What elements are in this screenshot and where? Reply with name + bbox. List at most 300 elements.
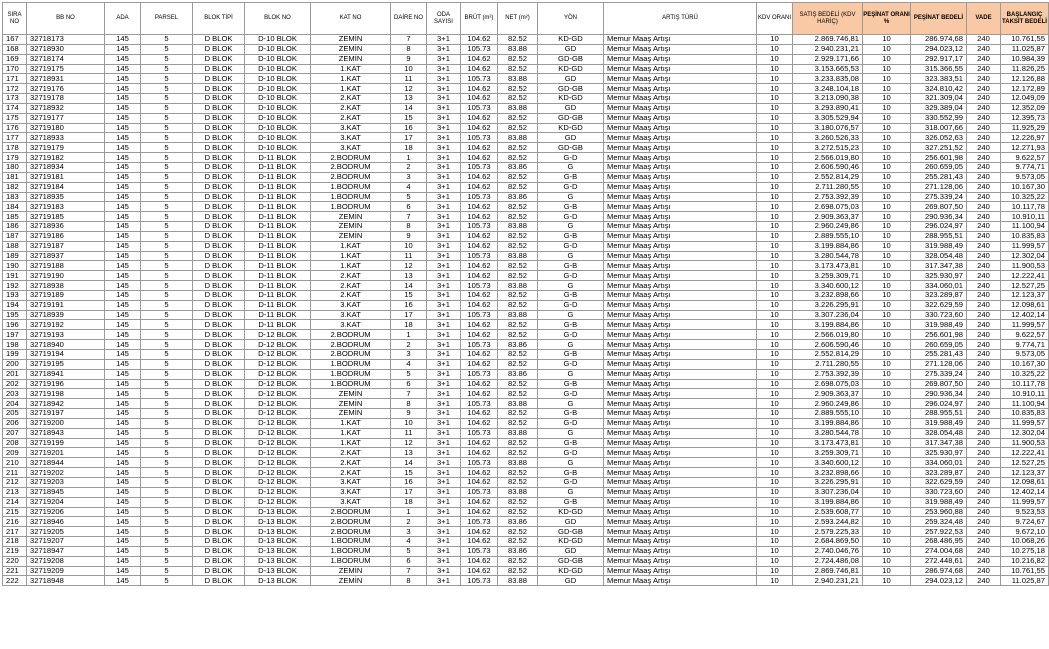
cell-parsel: 5	[141, 192, 193, 202]
cell-ada: 145	[105, 556, 141, 566]
cell-artis-turu: Memur Maaş Artışı	[604, 546, 757, 556]
cell-kat-no: 3.KAT	[311, 497, 391, 507]
cell-kdv-orani: 10	[757, 162, 793, 172]
cell-brut: 104.62	[461, 438, 498, 448]
cell-blok-no: D-11 BLOK	[245, 300, 311, 310]
cell-kdv-orani: 10	[757, 438, 793, 448]
cell-blok-no: D-10 BLOK	[245, 143, 311, 153]
cell-oda-sayisi: 3+1	[427, 379, 461, 389]
cell-pesinat-bedeli: 319.988,49	[911, 241, 967, 251]
cell-oda-sayisi: 3+1	[427, 281, 461, 291]
cell-blok-tipi: D BLOK	[193, 133, 245, 143]
cell-pesinat-orani: 10	[863, 527, 911, 537]
cell-kat-no: 1.KAT	[311, 241, 391, 251]
cell-satis-bedeli: 3.272.515,23	[793, 143, 863, 153]
cell-oda-sayisi: 3+1	[427, 556, 461, 566]
cell-pesinat-bedeli: 317.347,38	[911, 261, 967, 271]
cell-bb-no: 32719192	[27, 320, 105, 330]
cell-parsel: 5	[141, 182, 193, 192]
cell-vade: 240	[967, 54, 1001, 64]
table-row	[3, 507, 1049, 517]
table-row	[3, 54, 1049, 64]
cell-brut: 104.62	[461, 54, 498, 64]
cell-oda-sayisi: 3+1	[427, 261, 461, 271]
cell-blok-tipi: D BLOK	[193, 389, 245, 399]
cell-baslangic-taksit: 11.999,57	[1001, 418, 1049, 428]
table-row	[3, 497, 1049, 507]
cell-satis-bedeli: 3.293.890,41	[793, 103, 863, 113]
cell-kdv-orani: 10	[757, 310, 793, 320]
cell-yon: G-B	[538, 320, 604, 330]
cell-bb-no: 32718947	[27, 546, 105, 556]
cell-satis-bedeli: 3.199.884,86	[793, 241, 863, 251]
cell-sira-no: 218	[3, 537, 27, 547]
cell-bb-no: 32718946	[27, 517, 105, 527]
cell-baslangic-taksit: 11.999,57	[1001, 497, 1049, 507]
cell-baslangic-taksit: 12.352,09	[1001, 103, 1049, 113]
cell-brut: 104.62	[461, 389, 498, 399]
cell-pesinat-bedeli: 257.922,53	[911, 527, 967, 537]
cell-vade: 240	[967, 123, 1001, 133]
cell-parsel: 5	[141, 310, 193, 320]
cell-vade: 240	[967, 507, 1001, 517]
cell-ada: 145	[105, 103, 141, 113]
cell-yon: GD-GB	[538, 556, 604, 566]
cell-baslangic-taksit: 10.117,78	[1001, 379, 1049, 389]
cell-sira-no: 177	[3, 133, 27, 143]
cell-ada: 145	[105, 94, 141, 104]
cell-pesinat-orani: 10	[863, 428, 911, 438]
cell-daire-no: 3	[391, 527, 427, 537]
cell-pesinat-bedeli: 288.955,51	[911, 409, 967, 419]
cell-pesinat-orani: 10	[863, 389, 911, 399]
cell-net: 82.52	[498, 231, 538, 241]
cell-oda-sayisi: 3+1	[427, 222, 461, 232]
cell-bb-no: 32718935	[27, 192, 105, 202]
cell-pesinat-orani: 10	[863, 290, 911, 300]
cell-satis-bedeli: 2.539.608,77	[793, 507, 863, 517]
cell-artis-turu: Memur Maaş Artışı	[604, 133, 757, 143]
cell-sira-no: 195	[3, 310, 27, 320]
cell-yon: KD-GD	[538, 537, 604, 547]
cell-blok-no: D-12 BLOK	[245, 340, 311, 350]
cell-artis-turu: Memur Maaş Artışı	[604, 487, 757, 497]
table-row	[3, 546, 1049, 556]
cell-net: 82.52	[498, 113, 538, 123]
cell-bb-no: 32719197	[27, 409, 105, 419]
cell-parsel: 5	[141, 231, 193, 241]
cell-blok-no: D-11 BLOK	[245, 172, 311, 182]
cell-daire-no: 7	[391, 389, 427, 399]
cell-kdv-orani: 10	[757, 458, 793, 468]
col-header-ada: ADA	[105, 3, 141, 35]
cell-satis-bedeli: 2.960.249,86	[793, 399, 863, 409]
cell-baslangic-taksit: 10.761,55	[1001, 35, 1049, 45]
cell-yon: G-B	[538, 202, 604, 212]
cell-parsel: 5	[141, 566, 193, 576]
cell-parsel: 5	[141, 281, 193, 291]
cell-kdv-orani: 10	[757, 428, 793, 438]
cell-pesinat-orani: 10	[863, 517, 911, 527]
cell-vade: 240	[967, 192, 1001, 202]
cell-satis-bedeli: 3.226.295,91	[793, 300, 863, 310]
cell-artis-turu: Memur Maaş Artışı	[604, 310, 757, 320]
cell-yon: G	[538, 251, 604, 261]
cell-brut: 104.62	[461, 477, 498, 487]
cell-kat-no: 2.BODRUM	[311, 153, 391, 163]
cell-satis-bedeli: 3.199.884,86	[793, 320, 863, 330]
cell-sira-no: 196	[3, 320, 27, 330]
cell-daire-no: 16	[391, 123, 427, 133]
cell-satis-bedeli: 3.233.835,08	[793, 74, 863, 84]
table-row	[3, 74, 1049, 84]
cell-kdv-orani: 10	[757, 497, 793, 507]
cell-oda-sayisi: 3+1	[427, 330, 461, 340]
cell-parsel: 5	[141, 487, 193, 497]
cell-pesinat-orani: 10	[863, 300, 911, 310]
cell-pesinat-bedeli: 260.659,05	[911, 340, 967, 350]
cell-daire-no: 5	[391, 546, 427, 556]
cell-pesinat-orani: 10	[863, 468, 911, 478]
cell-pesinat-bedeli: 315.366,55	[911, 64, 967, 74]
cell-kat-no: 1.BODRUM	[311, 556, 391, 566]
cell-net: 83.88	[498, 133, 538, 143]
cell-satis-bedeli: 3.259.309,71	[793, 271, 863, 281]
cell-pesinat-bedeli: 330.723,60	[911, 310, 967, 320]
cell-ada: 145	[105, 340, 141, 350]
cell-sira-no: 175	[3, 113, 27, 123]
cell-sira-no: 173	[3, 94, 27, 104]
cell-blok-no: D-11 BLOK	[245, 222, 311, 232]
cell-blok-no: D-13 BLOK	[245, 566, 311, 576]
cell-kdv-orani: 10	[757, 113, 793, 123]
cell-blok-tipi: D BLOK	[193, 143, 245, 153]
cell-baslangic-taksit: 12.302,04	[1001, 428, 1049, 438]
cell-pesinat-orani: 10	[863, 123, 911, 133]
cell-ada: 145	[105, 84, 141, 94]
col-header-pesinat-orani: PEŞİNAT ORANI %	[863, 3, 911, 35]
cell-baslangic-taksit: 10.325,22	[1001, 192, 1049, 202]
cell-daire-no: 17	[391, 310, 427, 320]
cell-net: 82.52	[498, 261, 538, 271]
cell-ada: 145	[105, 409, 141, 419]
cell-kdv-orani: 10	[757, 566, 793, 576]
cell-daire-no: 17	[391, 487, 427, 497]
cell-ada: 145	[105, 251, 141, 261]
cell-pesinat-orani: 10	[863, 566, 911, 576]
cell-brut: 104.62	[461, 468, 498, 478]
cell-satis-bedeli: 2.753.392,39	[793, 192, 863, 202]
cell-kat-no: 1.KAT	[311, 428, 391, 438]
cell-yon: G	[538, 192, 604, 202]
cell-satis-bedeli: 2.724.486,08	[793, 556, 863, 566]
cell-daire-no: 6	[391, 556, 427, 566]
table-row	[3, 64, 1049, 74]
cell-vade: 240	[967, 477, 1001, 487]
cell-pesinat-bedeli: 255.281,43	[911, 350, 967, 360]
cell-pesinat-bedeli: 326.052,63	[911, 133, 967, 143]
cell-vade: 240	[967, 350, 1001, 360]
table-row	[3, 202, 1049, 212]
cell-pesinat-bedeli: 275.339,24	[911, 192, 967, 202]
cell-brut: 105.73	[461, 517, 498, 527]
table-row	[3, 409, 1049, 419]
cell-blok-tipi: D BLOK	[193, 340, 245, 350]
cell-vade: 240	[967, 566, 1001, 576]
cell-brut: 104.62	[461, 271, 498, 281]
cell-daire-no: 12	[391, 84, 427, 94]
cell-sira-no: 172	[3, 84, 27, 94]
cell-artis-turu: Memur Maaş Artışı	[604, 84, 757, 94]
cell-yon: G	[538, 340, 604, 350]
cell-satis-bedeli: 3.259.309,71	[793, 448, 863, 458]
cell-blok-tipi: D BLOK	[193, 359, 245, 369]
cell-baslangic-taksit: 10.910,11	[1001, 212, 1049, 222]
cell-oda-sayisi: 3+1	[427, 310, 461, 320]
cell-yon: G	[538, 458, 604, 468]
cell-kat-no: 3.KAT	[311, 133, 391, 143]
cell-satis-bedeli: 2.698.075,03	[793, 379, 863, 389]
cell-vade: 240	[967, 202, 1001, 212]
cell-brut: 105.73	[461, 369, 498, 379]
cell-ada: 145	[105, 113, 141, 123]
cell-blok-no: D-12 BLOK	[245, 428, 311, 438]
cell-blok-no: D-11 BLOK	[245, 241, 311, 251]
cell-sira-no: 222	[3, 576, 27, 586]
cell-artis-turu: Memur Maaş Artışı	[604, 566, 757, 576]
cell-kdv-orani: 10	[757, 487, 793, 497]
cell-net: 83.88	[498, 428, 538, 438]
cell-pesinat-bedeli: 259.324,48	[911, 517, 967, 527]
cell-ada: 145	[105, 290, 141, 300]
cell-blok-no: D-12 BLOK	[245, 468, 311, 478]
cell-sira-no: 198	[3, 340, 27, 350]
cell-oda-sayisi: 3+1	[427, 123, 461, 133]
cell-brut: 105.73	[461, 222, 498, 232]
table-row	[3, 320, 1049, 330]
table-row	[3, 133, 1049, 143]
cell-brut: 104.62	[461, 527, 498, 537]
cell-blok-tipi: D BLOK	[193, 54, 245, 64]
cell-bb-no: 32719179	[27, 143, 105, 153]
cell-pesinat-orani: 10	[863, 231, 911, 241]
price-table	[2, 2, 1049, 586]
cell-pesinat-bedeli: 271.128,06	[911, 182, 967, 192]
cell-kdv-orani: 10	[757, 35, 793, 45]
cell-artis-turu: Memur Maaş Artışı	[604, 231, 757, 241]
cell-kdv-orani: 10	[757, 527, 793, 537]
cell-baslangic-taksit: 10.117,78	[1001, 202, 1049, 212]
cell-vade: 240	[967, 222, 1001, 232]
cell-oda-sayisi: 3+1	[427, 143, 461, 153]
cell-yon: GD-GB	[538, 54, 604, 64]
cell-blok-tipi: D BLOK	[193, 369, 245, 379]
cell-vade: 240	[967, 133, 1001, 143]
cell-baslangic-taksit: 9.672,10	[1001, 527, 1049, 537]
cell-bb-no: 32719208	[27, 556, 105, 566]
cell-daire-no: 12	[391, 261, 427, 271]
cell-baslangic-taksit: 10.835,83	[1001, 409, 1049, 419]
cell-brut: 104.62	[461, 202, 498, 212]
cell-ada: 145	[105, 35, 141, 45]
cell-ada: 145	[105, 192, 141, 202]
cell-pesinat-orani: 10	[863, 438, 911, 448]
cell-sira-no: 189	[3, 251, 27, 261]
cell-pesinat-orani: 10	[863, 537, 911, 547]
cell-pesinat-orani: 10	[863, 409, 911, 419]
cell-yon: G-D	[538, 300, 604, 310]
table-row	[3, 290, 1049, 300]
cell-kdv-orani: 10	[757, 330, 793, 340]
table-row	[3, 537, 1049, 547]
cell-daire-no: 8	[391, 44, 427, 54]
cell-pesinat-bedeli: 321.309,04	[911, 94, 967, 104]
cell-brut: 104.62	[461, 113, 498, 123]
cell-bb-no: 32719207	[27, 537, 105, 547]
cell-blok-tipi: D BLOK	[193, 113, 245, 123]
cell-oda-sayisi: 3+1	[427, 320, 461, 330]
cell-pesinat-bedeli: 255.281,43	[911, 172, 967, 182]
cell-oda-sayisi: 3+1	[427, 468, 461, 478]
cell-blok-tipi: D BLOK	[193, 310, 245, 320]
cell-satis-bedeli: 3.173.473,81	[793, 261, 863, 271]
cell-oda-sayisi: 3+1	[427, 84, 461, 94]
cell-vade: 240	[967, 261, 1001, 271]
cell-kat-no: 3.KAT	[311, 143, 391, 153]
cell-oda-sayisi: 3+1	[427, 202, 461, 212]
cell-pesinat-orani: 10	[863, 222, 911, 232]
cell-kdv-orani: 10	[757, 418, 793, 428]
cell-pesinat-orani: 10	[863, 418, 911, 428]
cell-vade: 240	[967, 35, 1001, 45]
cell-ada: 145	[105, 153, 141, 163]
cell-ada: 145	[105, 468, 141, 478]
cell-sira-no: 188	[3, 241, 27, 251]
cell-bb-no: 32719184	[27, 182, 105, 192]
table-row	[3, 487, 1049, 497]
cell-parsel: 5	[141, 369, 193, 379]
cell-net: 82.52	[498, 84, 538, 94]
cell-kat-no: 3.KAT	[311, 320, 391, 330]
cell-daire-no: 4	[391, 537, 427, 547]
cell-kdv-orani: 10	[757, 251, 793, 261]
cell-vade: 240	[967, 84, 1001, 94]
cell-net: 82.52	[498, 143, 538, 153]
cell-pesinat-orani: 10	[863, 44, 911, 54]
cell-pesinat-bedeli: 288.955,51	[911, 231, 967, 241]
cell-blok-tipi: D BLOK	[193, 172, 245, 182]
cell-daire-no: 9	[391, 54, 427, 64]
cell-parsel: 5	[141, 241, 193, 251]
cell-bb-no: 32719183	[27, 202, 105, 212]
cell-brut: 105.73	[461, 162, 498, 172]
cell-ada: 145	[105, 162, 141, 172]
cell-artis-turu: Memur Maaş Artışı	[604, 172, 757, 182]
cell-kat-no: 1.BODRUM	[311, 202, 391, 212]
cell-oda-sayisi: 3+1	[427, 300, 461, 310]
cell-sira-no: 206	[3, 418, 27, 428]
cell-daire-no: 10	[391, 64, 427, 74]
cell-pesinat-bedeli: 260.659,05	[911, 162, 967, 172]
cell-artis-turu: Memur Maaş Artışı	[604, 251, 757, 261]
cell-daire-no: 12	[391, 438, 427, 448]
cell-oda-sayisi: 3+1	[427, 162, 461, 172]
cell-daire-no: 14	[391, 103, 427, 113]
cell-yon: G-D	[538, 153, 604, 163]
cell-blok-tipi: D BLOK	[193, 202, 245, 212]
cell-brut: 104.62	[461, 448, 498, 458]
cell-net: 82.52	[498, 507, 538, 517]
table-row	[3, 143, 1049, 153]
cell-kat-no: 2.BODRUM	[311, 350, 391, 360]
cell-artis-turu: Memur Maaş Artışı	[604, 448, 757, 458]
col-header-yon: YÖN	[538, 3, 604, 35]
cell-vade: 240	[967, 340, 1001, 350]
cell-daire-no: 18	[391, 143, 427, 153]
cell-blok-no: D-11 BLOK	[245, 281, 311, 291]
cell-blok-tipi: D BLOK	[193, 438, 245, 448]
cell-blok-no: D-10 BLOK	[245, 84, 311, 94]
cell-vade: 240	[967, 399, 1001, 409]
cell-yon: GD-GB	[538, 527, 604, 537]
cell-daire-no: 6	[391, 202, 427, 212]
cell-blok-no: D-10 BLOK	[245, 54, 311, 64]
table-row	[3, 438, 1049, 448]
cell-baslangic-taksit: 9.774,71	[1001, 340, 1049, 350]
cell-blok-tipi: D BLOK	[193, 497, 245, 507]
cell-net: 83.86	[498, 517, 538, 527]
cell-kat-no: 1.KAT	[311, 261, 391, 271]
cell-net: 82.52	[498, 497, 538, 507]
cell-satis-bedeli: 2.740.046,76	[793, 546, 863, 556]
cell-brut: 104.62	[461, 497, 498, 507]
cell-satis-bedeli: 3.280.544,78	[793, 251, 863, 261]
cell-oda-sayisi: 3+1	[427, 487, 461, 497]
table-row	[3, 182, 1049, 192]
cell-vade: 240	[967, 576, 1001, 586]
cell-blok-no: D-11 BLOK	[245, 271, 311, 281]
table-row	[3, 330, 1049, 340]
cell-net: 83.88	[498, 251, 538, 261]
cell-yon: GD-GB	[538, 113, 604, 123]
cell-yon: G-D	[538, 271, 604, 281]
cell-blok-tipi: D BLOK	[193, 222, 245, 232]
cell-bb-no: 32718943	[27, 428, 105, 438]
cell-daire-no: 11	[391, 74, 427, 84]
cell-blok-tipi: D BLOK	[193, 84, 245, 94]
cell-kdv-orani: 10	[757, 546, 793, 556]
cell-kat-no: ZEMİN	[311, 35, 391, 45]
cell-artis-turu: Memur Maaş Artışı	[604, 428, 757, 438]
cell-net: 82.52	[498, 566, 538, 576]
cell-artis-turu: Memur Maaş Artışı	[604, 418, 757, 428]
cell-net: 83.86	[498, 340, 538, 350]
cell-kat-no: 1.KAT	[311, 84, 391, 94]
cell-parsel: 5	[141, 212, 193, 222]
cell-daire-no: 16	[391, 300, 427, 310]
cell-parsel: 5	[141, 94, 193, 104]
cell-artis-turu: Memur Maaş Artışı	[604, 162, 757, 172]
table-row	[3, 84, 1049, 94]
cell-brut: 104.62	[461, 418, 498, 428]
cell-kdv-orani: 10	[757, 300, 793, 310]
cell-kat-no: ZEMİN	[311, 212, 391, 222]
cell-kat-no: 2.KAT	[311, 458, 391, 468]
cell-artis-turu: Memur Maaş Artışı	[604, 222, 757, 232]
cell-daire-no: 13	[391, 94, 427, 104]
cell-net: 82.52	[498, 54, 538, 64]
cell-brut: 104.62	[461, 261, 498, 271]
